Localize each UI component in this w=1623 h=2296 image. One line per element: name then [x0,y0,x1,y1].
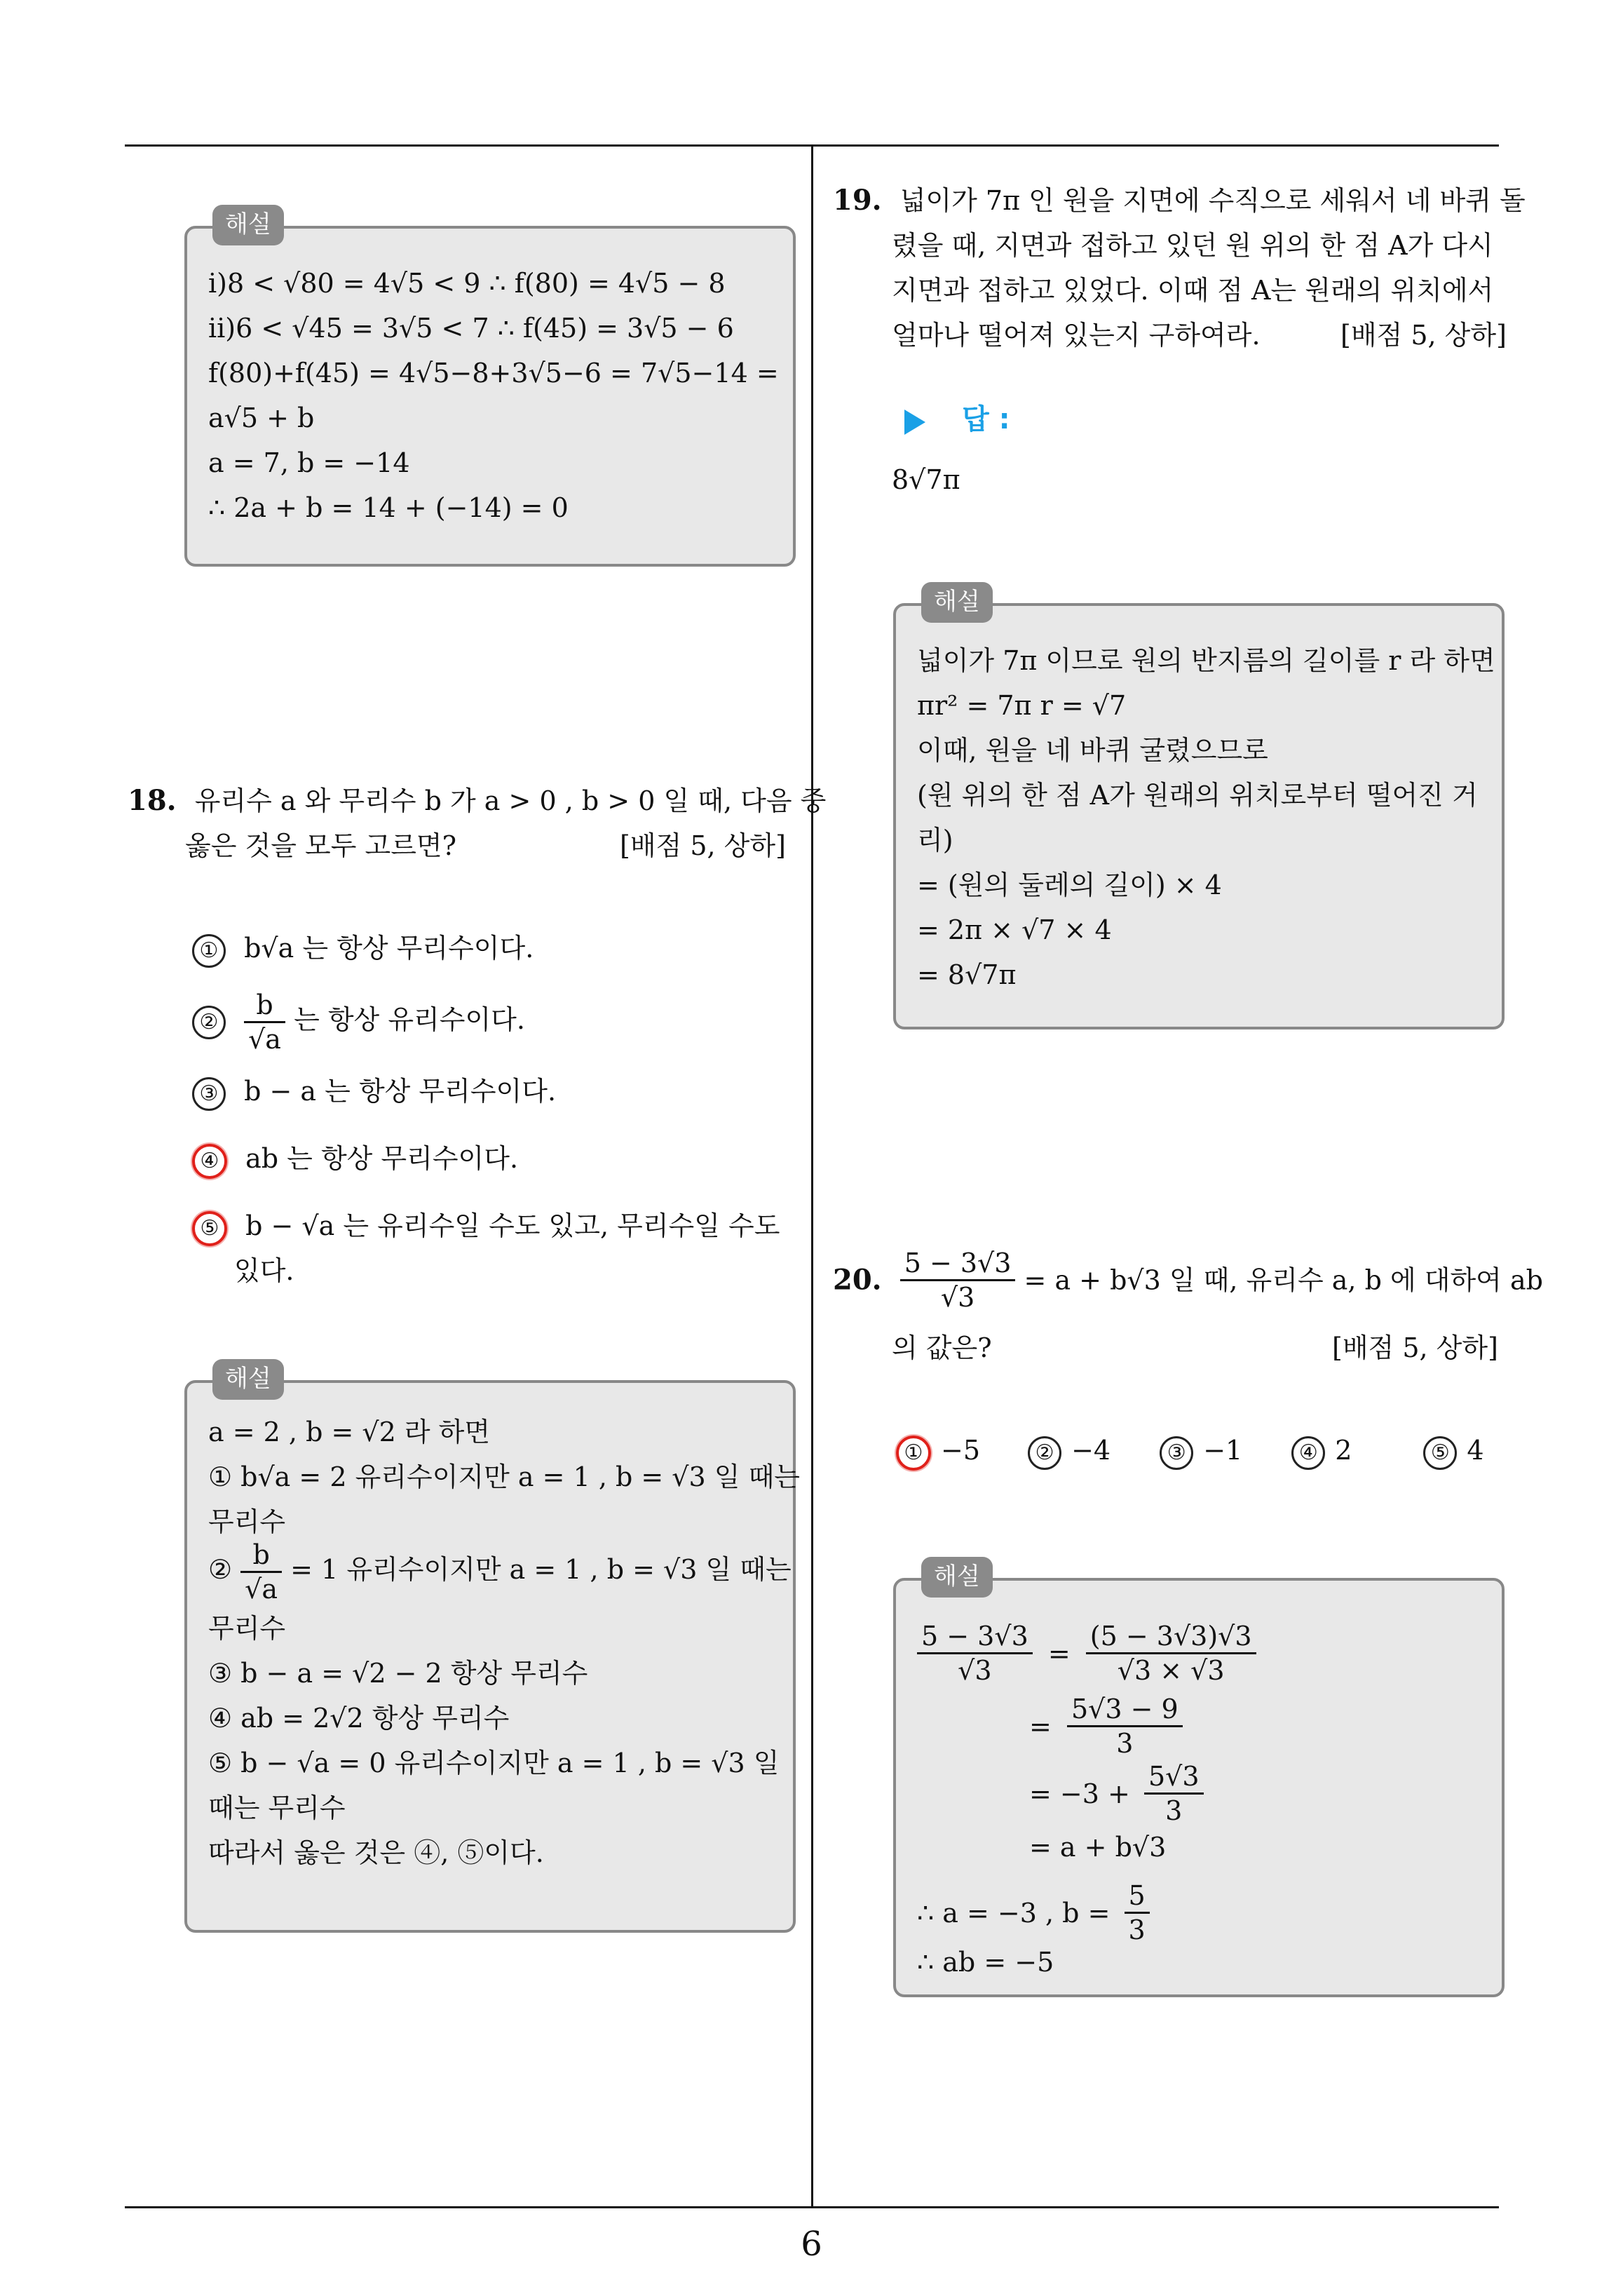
solution-text: = 1 유리수이지만 a = 1 , b = √3 일 때는 [290,1554,792,1585]
fraction-denominator: √3 [940,1282,975,1313]
choice-2[interactable] [192,989,525,1055]
choice-text: 2 [1335,1435,1352,1466]
fraction [244,989,285,1055]
solution-line: (원 위의 한 점 A가 원래의 위치로부터 떨어진 거 [917,780,1478,811]
choice-5[interactable] [1423,1428,1507,1473]
choice-marker-selected: ④ [192,1144,227,1179]
solution-box-19 [893,588,1505,1029]
solution-line: a = 7, b = −14 [208,447,410,478]
equals-sign: = [1047,1637,1071,1669]
fraction [1067,1693,1183,1760]
question-19 [833,178,1526,223]
solution-line: ⑤ b − √a = 0 유리수이지만 a = 1 , b = √3 일 [208,1748,780,1778]
fraction [240,1539,282,1605]
fraction [1144,1760,1204,1827]
solution-line: ③ b − a = √2 − 2 항상 무리수 [208,1658,588,1689]
choice-text: −1 [1203,1435,1243,1466]
fraction-numerator: b [244,989,285,1023]
choices-row-20 [896,1428,1507,1473]
solution-line: = (원의 둘레의 길이) × 4 [917,870,1222,900]
choice-text: −4 [1071,1435,1111,1466]
solution-line: ∴ 2a + b = 14 + (−14) = 0 [208,492,569,523]
choice-marker-selected: ⑤ [192,1211,227,1246]
score-label: [배점 5, 상하] [1340,320,1507,351]
fraction-numerator: (5 − 3√3)√3 [1086,1620,1256,1654]
choice-marker: ② [1028,1436,1061,1470]
fraction [917,1620,1033,1687]
fraction-denominator: √3 [958,1655,992,1686]
fraction [1086,1620,1256,1687]
question-19-line: 얼마나 떨어져 있는지 구하여라. [892,320,1261,351]
solution-line: 이때, 원을 네 바퀴 굴렸으므로 [917,735,1268,766]
fraction-numerator: 5 − 3√3 [900,1247,1016,1281]
question-text: 넓이가 7π 인 원을 지면에 수직으로 세워서 네 바퀴 돌 [899,185,1526,216]
solution-box-18 [184,1365,800,1933]
fraction-numerator: 5 − 3√3 [917,1620,1033,1654]
choice-3[interactable] [1160,1428,1283,1473]
solution-text: ∴ a = −3 , b = [917,1897,1111,1929]
solution-line: a√5 + b [208,403,315,433]
fraction-numerator: b [240,1539,282,1573]
solution-step [1029,1760,1204,1827]
solution-tag: 해설 [921,582,993,623]
question-19-line: 렸을 때, 지면과 접하고 있던 원 위의 한 점 A가 다시 [892,230,1493,261]
score-label: [배점 5, 상하] [620,830,786,861]
question-18 [128,778,826,823]
solution-step: = a + b√3 [1029,1832,1167,1863]
choice-text: b − a 는 항상 무리수이다. [244,1076,557,1107]
solution-line: 따라서 옳은 것은 ④, ⑤이다. [208,1837,544,1868]
solution-line: 무리수 [208,1613,286,1644]
solution-text: = −3 + [1029,1778,1130,1809]
play-triangle-icon [904,410,925,435]
solution-line: = 8√7π [917,959,1017,990]
choice-4[interactable] [1291,1428,1415,1473]
page-number: 6 [801,2224,822,2264]
choice-marker-selected: ① [896,1436,931,1471]
choice-text: b − √a 는 유리수일 수도 있고, 무리수일 수도 [245,1210,780,1241]
column-divider [811,144,813,2208]
fraction-denominator: 3 [1165,1795,1183,1826]
choice-marker: ③ [1160,1436,1193,1470]
solution-tag: 해설 [921,1557,993,1598]
solution-mark: ② [208,1554,233,1585]
question-19-line: 지면과 접하고 있었다. 이때 점 A는 원래의 위치에서 [892,275,1494,306]
choice-2[interactable] [1028,1428,1151,1473]
question-text: = a + b√3 일 때, 유리수 a, b 에 대하여 ab [1024,1264,1543,1296]
solution-step [917,1620,1256,1687]
choice-1[interactable] [896,1428,1019,1473]
solution-tag: 해설 [212,1359,284,1400]
answer-label-row [904,397,1010,442]
choice-text: ab 는 항상 무리수이다. [245,1143,519,1174]
choice-4[interactable] [192,1136,518,1181]
solution-box-20 [893,1562,1505,1997]
fraction-denominator: √a [245,1574,278,1605]
choice-text: b√a 는 항상 무리수이다. [244,933,534,964]
solution-line: ① b√a = 2 유리수이지만 a = 1 , b = √3 일 때는 [208,1461,800,1492]
solution-line: 무리수 [208,1506,286,1537]
solution-line: πr² = 7π r = √7 [917,690,1127,721]
choice-text: 는 항상 유리수이다. [294,1004,525,1035]
solution-box-17 [184,210,796,567]
solution-step [1029,1693,1183,1760]
solution-line: ⅰ)8 < √80 = 4√5 < 9 ∴ f(80) = 4√5 − 8 [208,268,726,299]
fraction-denominator: √a [248,1024,281,1055]
question-20-line2: 의 값은? [892,1332,992,1363]
choice-5-cont: 있다. [234,1255,294,1286]
question-18-line2: 옳은 것을 모두 고르면? [185,830,456,861]
choice-marker: ⑤ [1423,1436,1457,1470]
solution-line: f(80)+f(45) = 4√5−8+3√5−6 = 7√5−14 = [208,358,779,389]
solution-step: ∴ ab = −5 [917,1947,1054,1978]
choice-marker: ① [192,934,226,968]
solution-line: a = 2 , b = √2 라 하면 [208,1417,491,1447]
answer-label: 답 : [962,403,1010,435]
choice-text: 4 [1467,1435,1484,1466]
fraction-numerator: 5√3 − 9 [1067,1693,1183,1727]
solution-step [917,1879,1150,1946]
fraction-denominator: 3 [1128,1915,1146,1945]
answer-value: 8√7π [892,464,960,495]
fraction-denominator: 3 [1116,1728,1134,1759]
choice-marker: ④ [1291,1436,1325,1470]
question-text: 유리수 a 와 무리수 b 가 a > 0 , b > 0 일 때, 다음 중 [194,785,827,816]
question-number: 18. [128,784,177,817]
choice-5[interactable] [192,1203,780,1248]
question-20 [833,1247,1543,1314]
fraction-numerator: 5√3 [1144,1760,1204,1795]
choice-marker: ② [192,1006,226,1039]
bottom-rule [125,2206,1499,2208]
solution-line: = 2π × √7 × 4 [917,914,1112,945]
fraction-numerator: 5 [1125,1879,1150,1914]
choice-marker: ③ [192,1077,226,1111]
solution-tag: 해설 [212,205,284,245]
fraction-denominator: √3 × √3 [1117,1655,1225,1686]
score-label: [배점 5, 상하] [1332,1332,1498,1363]
choice-3[interactable] [192,1069,556,1114]
choice-text: −5 [941,1435,981,1466]
solution-line [208,1539,792,1605]
question-number: 19. [833,184,882,217]
solution-line: ④ ab = 2√2 항상 무리수 [208,1703,510,1734]
fraction [900,1247,1016,1314]
question-number: 20. [833,1263,882,1297]
solution-line: 때는 무리수 [208,1792,346,1823]
solution-line: 넓이가 7π 이므로 원의 반지름의 길이를 r 라 하면 [917,645,1495,676]
fraction [1125,1879,1150,1946]
choice-1[interactable] [192,926,534,971]
solution-line: 리) [917,825,953,856]
equals-sign: = [1029,1710,1052,1742]
solution-line: ⅱ)6 < √45 = 3√5 < 7 ∴ f(45) = 3√5 − 6 [208,313,734,344]
